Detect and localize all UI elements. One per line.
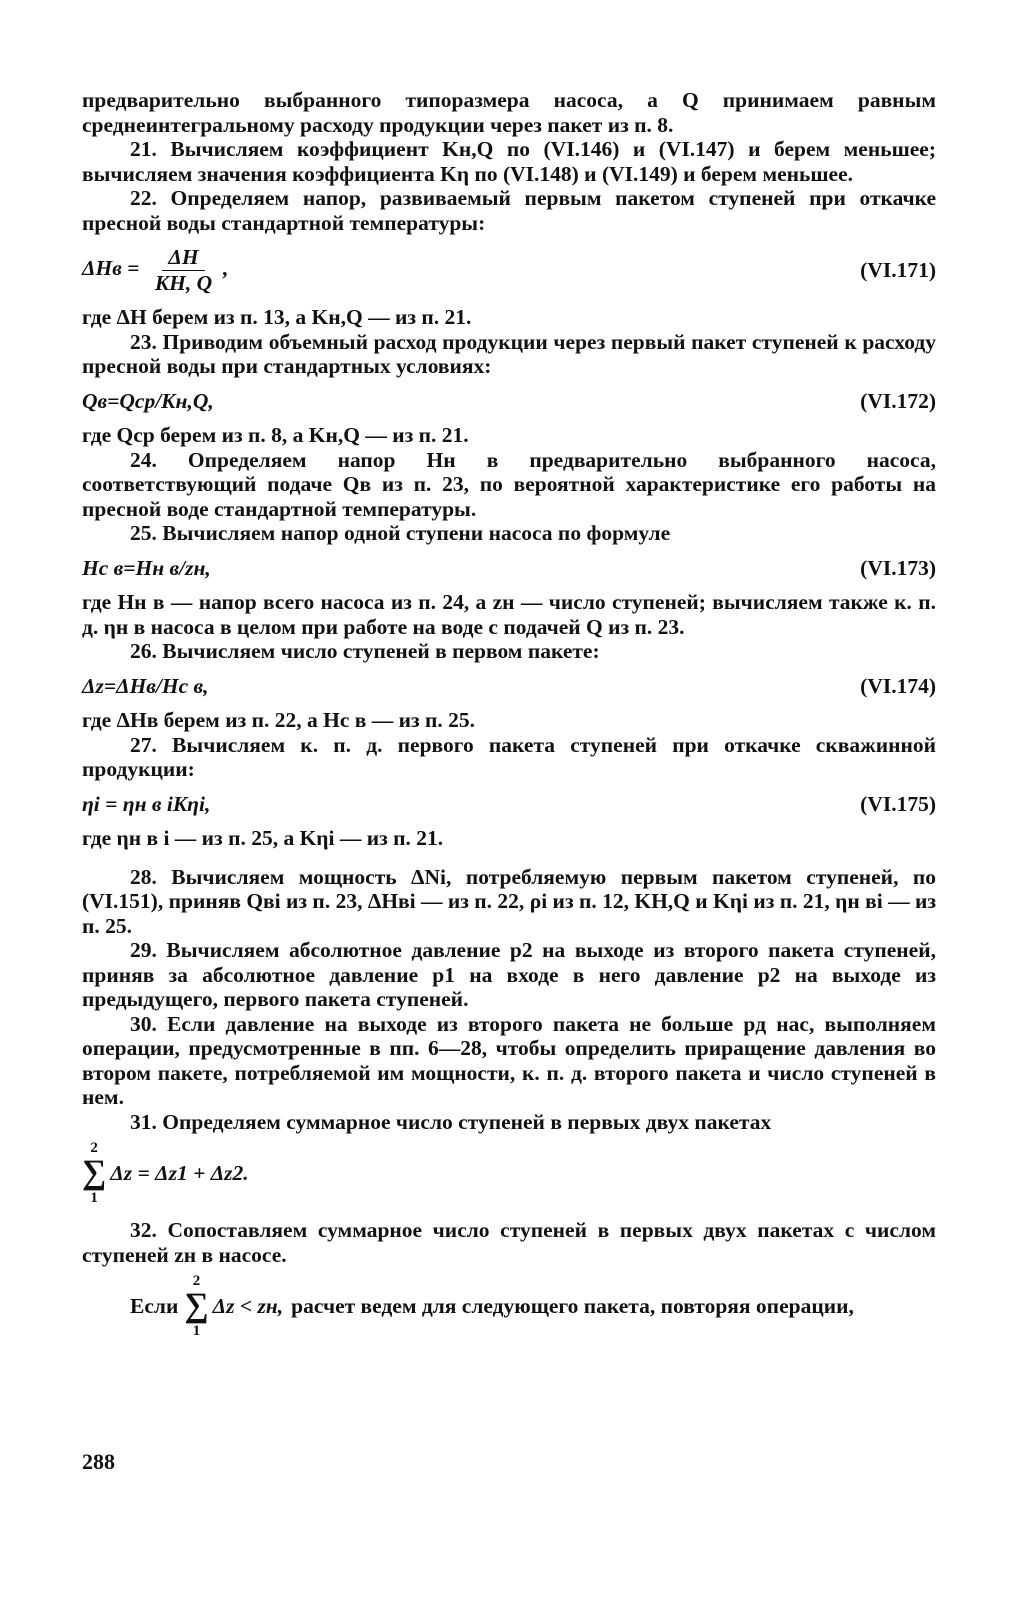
paragraph-22: 22. Определяем напор, развиваемый первым пакетом ступеней при откачке пресной воды стандартной температуры: <box>82 186 936 235</box>
sum-lower-limit: 1 <box>192 1323 201 1339</box>
equation-vi-175 <box>82 792 936 817</box>
page-number: 288 <box>82 1449 115 1474</box>
paragraph-intro: предварительно выбранного типоразмера насоса, а Q принимаем равным среднеинтегральному расходу продукции через пакет из п. 8. <box>82 88 936 137</box>
paragraph-23-where: где Qср берем из п. 8, а Kн,Q — из п. 21. <box>82 423 469 447</box>
sum-upper-limit: 2 <box>90 1140 98 1156</box>
equation-body <box>82 245 228 295</box>
equation-vi-173 <box>82 556 936 581</box>
paragraph-30: 30. Если давление на выходе из второго пакета не больше pд нас, выполняем операции, предусмотренные в пп. 6—28, чтобы определить приращение давления во втором пакете, потребляемой им мощности, к. п. д. второго пакета и число ступеней в нем. <box>82 1011 936 1109</box>
sigma-symbol: ∑ <box>184 1287 209 1324</box>
paragraph-21: 21. Вычисляем коэффициент Kн,Q по (VI.146) и (VI.147) и берем меньшее; вычисляем значения коэффициента Kη по (VI.148) и (VI.149) и берем меньшее. <box>82 137 936 186</box>
summation-sign <box>82 1138 106 1208</box>
sum-prefix: Если <box>130 1293 179 1318</box>
equation-body: Qв=Qср/Kн,Q, <box>82 388 214 413</box>
equation-body: ηi = ηн в iKηi, <box>82 791 211 816</box>
sum-lower-limit: 1 <box>90 1190 98 1206</box>
summation-sign <box>184 1271 208 1341</box>
sigma-symbol: ∑ <box>82 1154 107 1191</box>
paragraph-22-where: где ΔH берем из п. 13, а Kн,Q — из п. 21. <box>82 305 472 329</box>
paragraph-29: 29. Вычисляем абсолютное давление p2 на выходе из второго пакета ступеней, приняв за абсолютное давление p1 на входе в него давление p2 на выходе из предыдущего, первого пакета ступеней. <box>82 938 936 1011</box>
equation-label: (VI.173) <box>860 555 936 580</box>
paragraph-32: 32. Сопоставляем суммарное число ступеней в первых двух пакетах с числом ступеней zн в насосе. <box>82 1218 936 1267</box>
equation-label: (VI.174) <box>860 673 936 698</box>
paragraph-27-where: где ηн в i — из п. 25, а Kηi — из п. 21. <box>82 826 444 850</box>
equation-lhs: ΔHв = <box>82 255 140 280</box>
equation-label: (VI.172) <box>860 388 936 413</box>
equation-label: (VI.171) <box>860 257 936 282</box>
equation-body: Δz=ΔHв/Hс в, <box>82 673 209 698</box>
equation-vi-172 <box>82 389 936 414</box>
paragraph-28: 28. Вычисляем мощность ΔNi, потребляемую первым пакетом ступеней, по (VI.151), приняв Qвi из п. 23, ΔHвi — из п. 22, ρi из п. 12, KH,Q и Kηi из п. 21, ηн вi — из п. 25. <box>82 864 936 938</box>
equation-vi-171 <box>82 245 936 295</box>
paragraph-25: 25. Вычисляем напор одной ступени насоса по формуле <box>130 521 671 545</box>
paragraph-23: 23. Приводим объемный расход продукции через первый пакет ступеней к расходу пресной воды при стандартных условиях: <box>82 329 936 378</box>
paragraph-25-where: где Hн в — напор всего насоса из п. 24, а zн — число ступеней; вычисляем также к. п. д. ηн в насоса в целом при работе на воде с подачей Q из п. 23. <box>82 590 936 639</box>
equation-vi-174 <box>82 674 936 699</box>
sum-expression: Δz < zн, <box>212 1293 284 1318</box>
equation-label: (VI.175) <box>860 791 936 816</box>
paragraph-27: 27. Вычисляем к. п. д. первого пакета ступеней при откачке скважинной продукции: <box>82 732 936 781</box>
sum-formula-31 <box>82 1138 936 1208</box>
equation-body: Hс в=Hн в/zн, <box>82 555 211 580</box>
spacer <box>82 851 936 865</box>
fraction-denominator: KH, Q <box>154 270 213 295</box>
paragraph-26-where: где ΔHв берем из п. 22, а Hс в — из п. 25. <box>82 708 476 732</box>
paragraph-31: 31. Определяем суммарное число ступеней в первых двух пакетах <box>130 1109 772 1134</box>
sum-formula-32 <box>130 1271 936 1341</box>
fraction <box>149 245 218 295</box>
paragraph-26: 26. Вычисляем число ступеней в первом пакете: <box>130 639 600 663</box>
equation-tail: , <box>222 255 228 280</box>
sum-suffix: расчет ведем для следующего пакета, повторяя операции, <box>291 1293 854 1318</box>
sum-expression: Δz = Δz1 + Δz2. <box>110 1160 249 1185</box>
sum-upper-limit: 2 <box>192 1273 201 1289</box>
paragraph-24: 24. Определяем напор Hн в предварительно выбранного насоса, соответствующий подаче Qв из п. 23, по вероятной характеристике его работы на пресной воде стандартной температуры. <box>82 447 936 521</box>
fraction-numerator: ΔH <box>162 245 204 271</box>
